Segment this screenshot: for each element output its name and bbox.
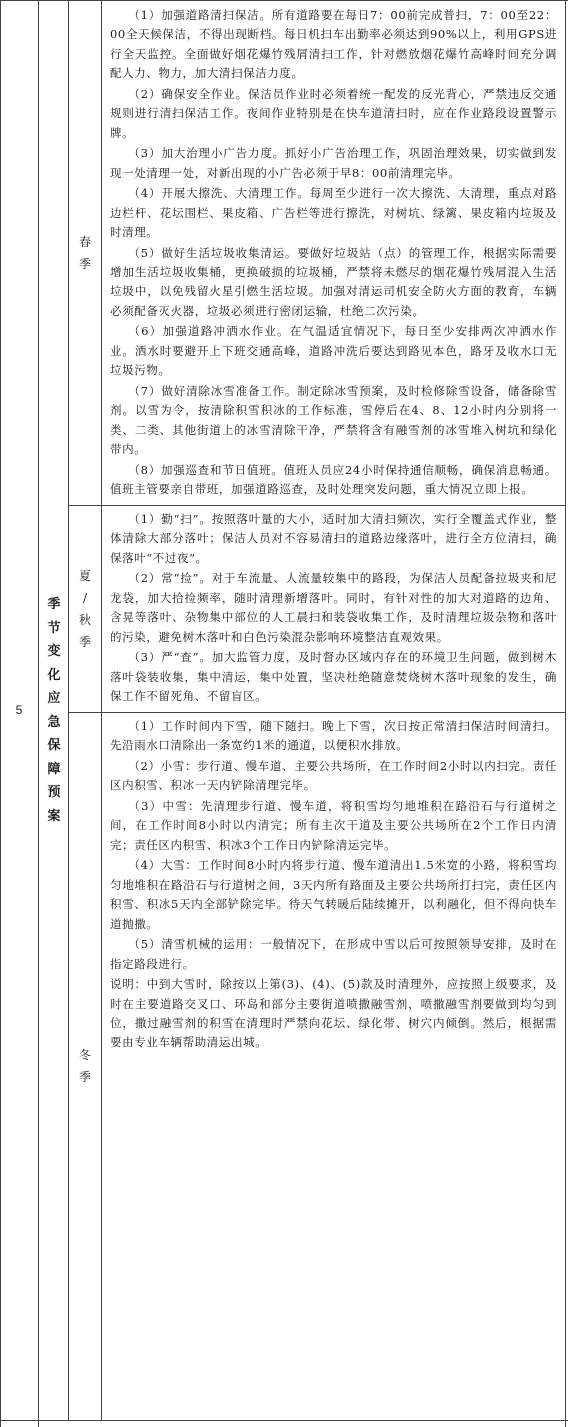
measure-paragraph: （5）清雪机械的运用：一般情况下，在形成中雪以后可按照领导安排，及时在指定路段进行。: [110, 937, 557, 971]
measure-paragraph: （7）做好清除冰雪准备工作。制定除冰雪预案，及时检修除雪设备，储备除雪剂。以雪为令，按清除积雪积冰的工作标准，雪停后在4、8、12小时内分别将一类、二类、其他街道上的冰雪清除干净，严禁将含有融雪剂的冰雪堆入树坑和绿化带内。: [110, 383, 557, 457]
category-char: 季: [47, 597, 61, 612]
category-char: 变: [47, 644, 61, 659]
measure-paragraph: （6）加强道路冲洒水作业。在气温适宜情况下，每日至少安排两次冲洒水作业。洒水时要避开上下班交通高峰，道路冲洗后要达到路见本色，路牙及收水口无垃圾污物。: [110, 324, 557, 378]
spring-measures: [110, 6, 557, 501]
measure-paragraph: （8）加强巡查和节日值班。值班人员应24小时保持通信顺畅，确保消息畅通。值班主管要亲自带班，加强道路巡查，及时处理突发问题，重大情况立即上报。: [110, 462, 557, 497]
category-char: 障: [47, 761, 61, 777]
season-label-summer-autumn: [74, 565, 96, 653]
measure-paragraph: （2）小雪：步行道、慢车道、主要公共场所，在工作时间2小时以内扫完。责任区内积雪、积冰一天内铲除清理完毕。: [110, 759, 557, 793]
season-char: 春: [78, 235, 91, 249]
category-label: [44, 593, 64, 828]
summer-autumn-measures: [110, 510, 557, 708]
right-border: [565, 0, 566, 1427]
spring-summer-divider: [68, 505, 565, 506]
season-label-winter: [74, 1044, 96, 1088]
left-border: [0, 0, 1, 1427]
season-char: 夏: [78, 569, 91, 583]
category-char: 化: [47, 667, 61, 683]
season-char: 秋: [78, 613, 91, 627]
measure-paragraph: （3）严“查”。加大监管力度，及时督办区域内存在的环境卫生问题，做到树木落叶袋装收集，集中清运，集中处置，坚决杜绝随意焚烧树木落叶现象的发生，确保工作不留死角、不留盲区。: [110, 650, 557, 704]
summer-winter-divider: [68, 712, 565, 713]
measure-paragraph: （4）大雪：工作时间8小时内将步行道、慢车道清出1.5米宽的小路，将积雪均匀地堆积在路沿石与行道树之间，3天内所有路面及主要公共场所打扫完，责任区内积雪、积冰5天内全部铲除完毕。待天气转暖后陆续摊开，以利融化，但不得向快车道抛撒。: [110, 858, 557, 931]
season-column-divider: [101, 0, 102, 1420]
measure-paragraph: （1）加强道路清扫保洁。所有道路要在每日7：00前完成普扫，7：00至22：00全天候保洁，不得出现断档。每日机扫车出勤率必须达到90%以上，利用GPS进行全天监控。全面做好烟花爆竹残屑清扫工作，针对燃放烟花爆竹高峰时间充分调配人力、物力，加大清扫保洁力度。: [110, 8, 557, 81]
season-char: /: [82, 591, 88, 605]
measure-paragraph: （5）做好生活垃圾收集清运。要做好垃圾站（点）的管理工作，根据实际需要增加生活垃圾收集桶，更换破损的垃圾桶，严禁将未燃尽的烟花爆竹残屑混入生活垃圾中，以免残留火星引燃生活垃圾。加强对清运司机安全防火方面的教育，车辆必须配备灭火器，垃圾必须进行密闭运输，杜绝二次污染。: [110, 245, 557, 318]
measure-paragraph: （4）开展大擦洗、大清理工作。每周至少进行一次大擦洗、大清理，重点对路边栏杆、花坛围栏、果皮箱、广告栏等进行擦洗，对树坑、绿篱、果皮箱内垃圾及时清理。: [110, 186, 557, 240]
season-label-spring: [74, 231, 96, 275]
measure-paragraph: （2）常“捡”。对于车流量、人流量较集中的路段，为保洁人员配备拉圾夹和尼龙袋，加大拾捡频率，随时清理新增落叶。同时，有针对性的加大对道路的边角、含晃等落叶、杂物集中部位的人工晨扫和装袋收集工作，及时清理垃圾杂物和落叶的污染，避免树木落叶和白色污染混杂影响环境整洁直观效果。: [110, 571, 557, 644]
category-column-divider: [68, 0, 69, 1420]
season-char: 季: [78, 635, 91, 649]
row-number: 5: [15, 703, 23, 717]
measure-paragraph: （3）加大治理小广告力度。抓好小广告治理工作，巩固治理效果，切实做到发现一处清理一处，对新出现的小广告必须于早8：00前清理完毕。: [110, 146, 557, 180]
category-char: 案: [47, 808, 61, 824]
number-column-divider: [38, 0, 39, 1427]
category-char: 保: [47, 738, 61, 753]
category-char: 应: [47, 691, 61, 706]
category-char: 节: [47, 620, 61, 636]
category-char: 预: [47, 785, 61, 800]
winter-note: 说明：中到大雪时，除按以上第(3)、(4)、(5)款及时清理外，应按照上级要求，及时在主要道路交叉口、环岛和部分主要街道喷撒融雪剂，喷撒融雪剂要做到均匀到位，撒过融雪剂的积雪在清理时严禁向花坛、绿化带、树穴内倾倒。然后，根据需要由专业车辆帮助清运出城。: [110, 977, 557, 1050]
top-border: [0, 0, 568, 1]
season-char: 季: [78, 257, 91, 271]
measure-paragraph: （2）确保安全作业。保洁员作业时必须着统一配发的反光背心，严禁违反交通规则进行清扫保洁工作。夜间作业特别是在快车道清扫时，应在作业路段设置警示牌。: [110, 86, 557, 140]
measure-paragraph: （1）勤“扫”。按照落叶量的大小，适时加大清扫频次，实行全覆盖式作业，整体清除大部分落叶；保洁人员对不容易清扫的道路边缘落叶，进行全方位清扫，确保落叶“不过夜”。: [110, 512, 557, 565]
measure-paragraph: （3）中雪：先清理步行道、慢车道，将积雪均匀地堆积在路沿石与行道树之间，在工作时间8小时以内清完；所有主次干道及主要公共场所在2个工作日内清完；责任区内积雪、积冰3个工作日内铲除清运完毕。: [110, 799, 557, 852]
season-char: 季: [78, 1070, 91, 1084]
category-char: 急: [47, 714, 61, 730]
measure-paragraph: （1）工作时间内下雪，随下随扫。晚上下雪，次日按正常清扫保洁时间清扫。先沿雨水口清除出一条宽约1米的通道，以便积水排放。: [110, 719, 557, 753]
winter-measures: [110, 717, 557, 1054]
bottom-border: [0, 1420, 568, 1421]
season-char: 冬: [78, 1048, 91, 1062]
